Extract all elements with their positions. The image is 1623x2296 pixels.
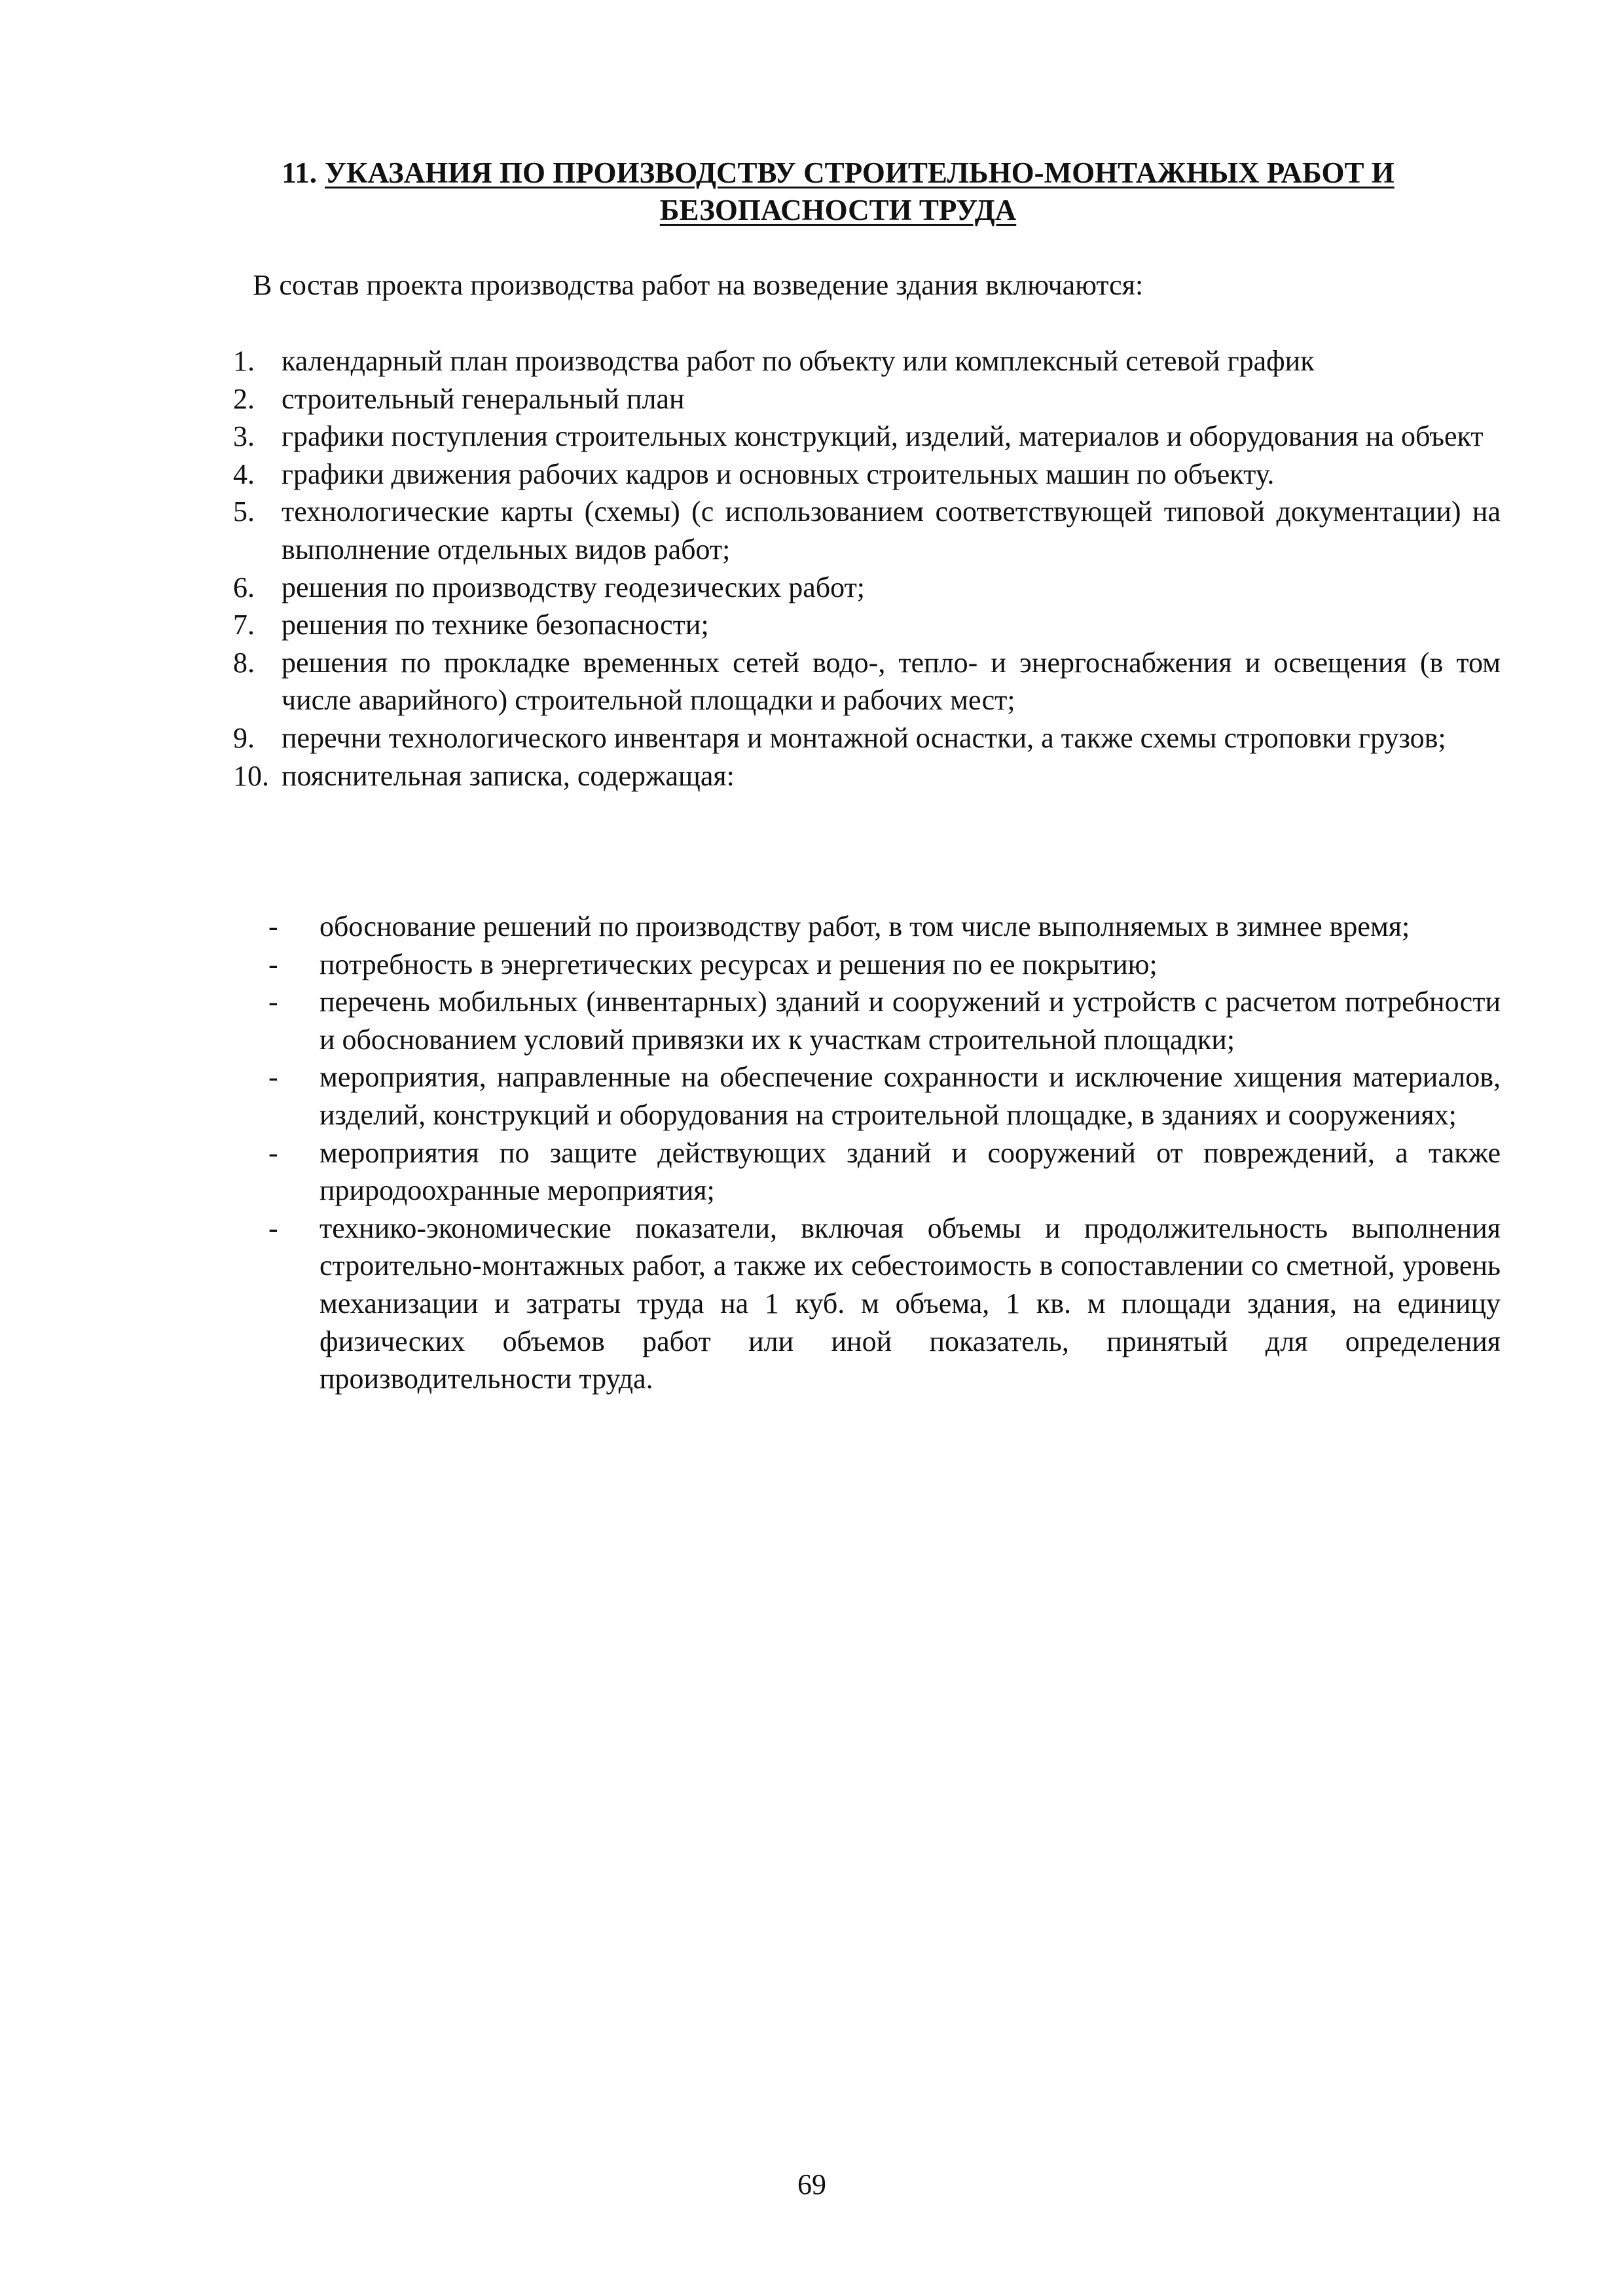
dash-list-item [268,908,1501,946]
list-item [233,380,1501,418]
list-item-number: 6. [233,571,255,603]
dash-list-item [268,983,1501,1058]
list-item-number: 3. [233,420,255,453]
section-number: 11. [282,156,318,189]
page-number: 69 [797,2168,826,2200]
list-item-text: решения по производству геодезических работ; [282,571,866,603]
dash-list-item-text: потребность в энергетических ресурсах и решения по ее покрытию; [319,948,1158,980]
list-item [233,418,1501,456]
intro-paragraph: В состав проекта производства работ на возведение здания включаются: [253,269,1144,301]
list-item-text: технологические карты (схемы) (с использованием соответствующей типовой документации) на выполнение отдельных видов работ; [282,495,1501,565]
list-item-number: 1. [233,345,255,377]
list-item-number: 8. [233,646,255,679]
list-item-number: 5. [233,495,255,528]
dash-list [268,908,1501,1398]
list-item-text: строительный генеральный план [282,382,685,415]
dash-marker: - [268,948,278,980]
numbered-list [233,342,1501,795]
section-heading-line-2: БЕЗОПАСНОСТИ ТРУДА [659,194,1017,226]
list-item [233,719,1501,757]
dash-list-item [268,1210,1501,1398]
list-item-text: перечни технологического инвентаря и монтажной оснастки, а также схемы строповки грузов; [282,721,1446,754]
list-item-number: 4. [233,457,255,490]
dash-list-item [268,1134,1501,1210]
list-item [233,606,1501,644]
section-heading-line-1: УКАЗАНИЯ ПО ПРОИЗВОДСТВУ СТРОИТЕЛЬНО-МОНТАЖНЫХ РАБОТ И [325,156,1395,189]
dash-list-item-text: обоснование решений по производству работ, в том числе выполняемых в зимнее время; [319,910,1410,942]
dash-list-item-text: мероприятия по защите действующих зданий и сооружений от повреждений, а также природоохранные мероприятия; [319,1136,1501,1207]
dash-marker: - [268,910,278,942]
dash-marker: - [268,1136,278,1169]
list-item-text: решения по технике безопасности; [282,609,709,641]
section-heading [196,154,1480,229]
list-item-text: решения по прокладке временных сетей водо-, тепло- и энергоснабжения и освещения (в том числе аварийного) строительной площадки и рабочих мест; [282,646,1501,717]
dash-marker: - [268,1211,278,1244]
list-item-text: пояснительная записка, содержащая: [282,759,735,792]
list-item-number: 2. [233,382,255,415]
list-item-text: календарный план производства работ по объекту или комплексный сетевой график [282,345,1315,377]
dash-marker: - [268,986,278,1018]
dash-list-item [268,1058,1501,1134]
list-item-number: 7. [233,609,255,641]
dash-marker: - [268,1061,278,1094]
list-item [233,456,1501,493]
list-item-number: 10. [233,759,269,792]
list-item-text: графики движения рабочих кадров и основных строительных машин по объекту. [282,457,1275,490]
list-item [233,342,1501,380]
list-item [233,757,1501,795]
list-item-number: 9. [233,721,255,754]
list-item-text: графики поступления строительных конструкций, изделий, материалов и оборудования на объект [282,420,1484,453]
list-item [233,644,1501,719]
dash-list-item-text: перечень мобильных (инвентарных) зданий и сооружений и устройств с расчетом потребности и обоснованием условий привязки их к участкам строительной площадки; [319,986,1501,1056]
list-item [233,569,1501,607]
dash-list-item-text: мероприятия, направленные на обеспечение сохранности и исключение хищения материалов, изделий, конструкций и оборудования на строительной площадке, в зданиях и сооружениях; [319,1061,1501,1131]
dash-list-item-text: технико-экономические показатели, включая объемы и продолжительность выполнения строительно-монтажных работ, а также их себестоимость в сопоставлении со сметной, уровень механизации и затраты труда на 1 куб. м объема, 1 кв. м площади здания, на единицу физических объемов работ или иной показатель, принятый для определения производительности труда. [319,1211,1501,1395]
dash-list-item [268,946,1501,984]
list-item [233,493,1501,568]
